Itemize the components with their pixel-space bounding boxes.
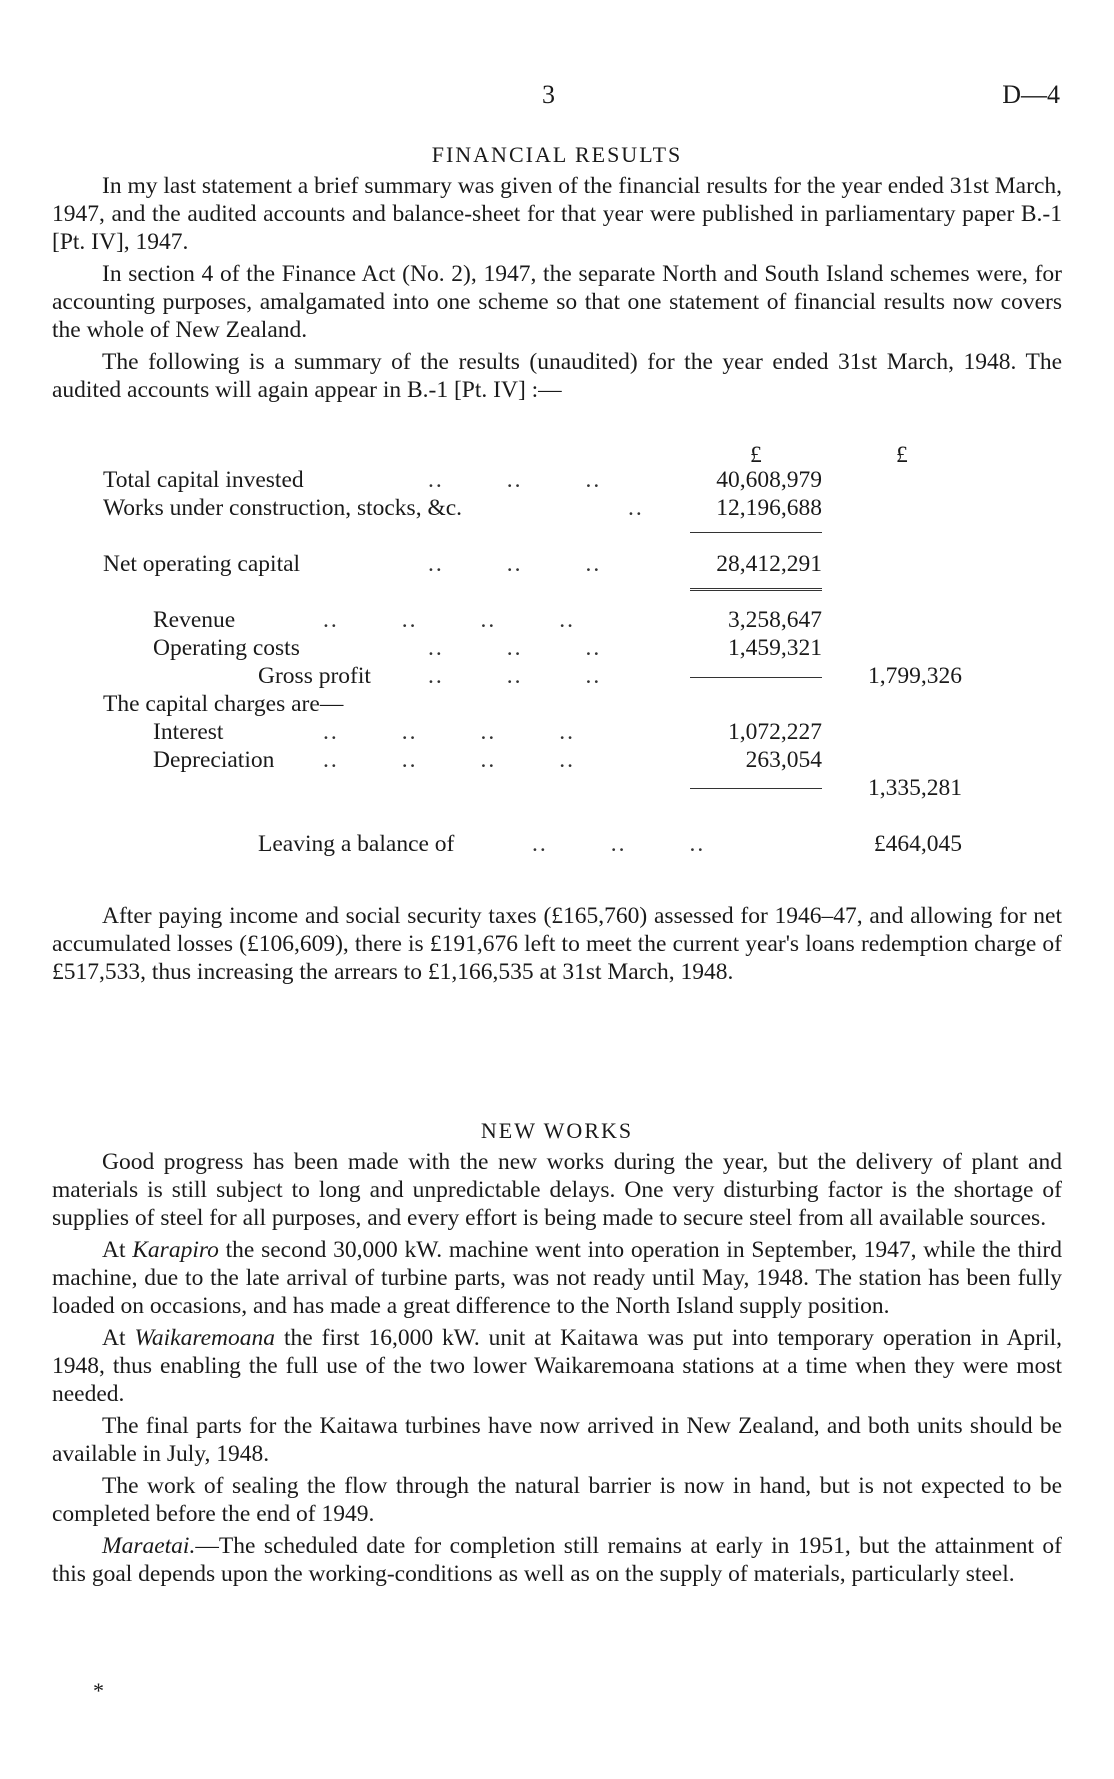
new-works-body bbox=[52, 1148, 1062, 1588]
leader-dots: .. .. .. .. bbox=[323, 719, 575, 745]
value-depreciation: 263,054 bbox=[745, 747, 822, 773]
row-label-balance: Leaving a balance of bbox=[258, 831, 455, 857]
row-label-interest: Interest bbox=[153, 719, 224, 745]
row-label-revenue: Revenue bbox=[153, 607, 236, 633]
row-label-net-operating: Net operating capital bbox=[103, 551, 301, 577]
value-net-operating: 28,412,291 bbox=[716, 551, 822, 577]
row-label-gross-profit: Gross profit bbox=[258, 663, 371, 689]
financial-after-table bbox=[52, 902, 1062, 986]
text: At bbox=[102, 1325, 135, 1351]
paragraph: The following is a summary of the results (unaudited) for the year ended 31st March, 1948. The audited accounts will again appear in B.-1 [Pt. IV] :— bbox=[52, 349, 1062, 403]
value-works: 12,196,688 bbox=[716, 495, 822, 521]
subtotal-rule bbox=[690, 532, 822, 533]
leader-dots: .. .. .. bbox=[428, 635, 602, 661]
leader-dots: .. .. .. bbox=[428, 551, 602, 577]
paragraph: The final parts for the Kaitawa turbines have now arrived in New Zealand, and both units should be available in July, 1948. bbox=[52, 1413, 1062, 1467]
subtotal-rule bbox=[690, 788, 822, 789]
paragraph: In my last statement a brief summary was given of the financial results for the year ended 31st March, 1947, and the audited accounts and balance-sheet for that year were published in parliamentary paper B.-1 [Pt. IV], 1947. bbox=[52, 173, 1062, 255]
leader-dots: .. .. .. .. bbox=[323, 607, 575, 633]
value-interest: 1,072,227 bbox=[728, 719, 822, 745]
leader-dots: .. .. .. .. bbox=[323, 747, 575, 773]
text: the second 30,000 kW. machine went into operation in September, 1947, while the third machine, due to the late arrival of turbine parts, was not ready until May, 1948. The station has been fully loaded on occasions, and has made a great difference to the North Island supply position. bbox=[52, 1237, 1062, 1319]
paragraph: Good progress has been made with the new works during the year, but the delivery of plant and materials is still subject to long and unpredictable delays. One very disturbing factor is the shortage of supplies of steel for all purposes, and every effort is being made to secure steel from all available sources. bbox=[52, 1149, 1062, 1231]
text: At bbox=[102, 1237, 133, 1263]
paragraph: After paying income and social security taxes (£165,760) assessed for 1946–47, and allowing for net accumulated losses (£106,609), there is £191,676 left to meet the current year's loans redemption charge of £517,533, thus increasing the arrears to £1,166,535 at 31st March, 1948. bbox=[52, 903, 1062, 985]
place-name: Karapiro bbox=[132, 1237, 219, 1263]
value-operating-costs: 1,459,321 bbox=[728, 635, 822, 661]
row-label-depreciation: Depreciation bbox=[153, 747, 275, 773]
value-revenue: 3,258,647 bbox=[728, 607, 822, 633]
row-label-operating-costs: Operating costs bbox=[153, 635, 300, 661]
paragraph: In section 4 of the Finance Act (No. 2), 1947, the separate North and South Island schemes were, for accounting purposes, amalgamated into one scheme so that one statement of financial results now covers the whole of New Zealand. bbox=[52, 261, 1062, 343]
paragraph bbox=[52, 1236, 1062, 1320]
financial-results-heading: FINANCIAL RESULTS bbox=[431, 142, 683, 167]
value-balance: £464,045 bbox=[873, 831, 962, 857]
paragraph bbox=[52, 1324, 1062, 1408]
leader-dots: .. bbox=[628, 495, 644, 521]
text: the first 16,000 kW. unit at Kaitawa was put into temporary operation in April, 1948, thus enabling the full use of the two lower Waikaremoana stations at a time when they were most needed. bbox=[52, 1325, 1063, 1407]
currency-header-col2: £ bbox=[896, 442, 908, 468]
subtotal-rule bbox=[690, 677, 822, 678]
place-name: Waikaremoana bbox=[134, 1325, 276, 1351]
leader-dots: .. .. .. bbox=[428, 467, 602, 493]
document-reference: D—4 bbox=[1002, 80, 1060, 109]
currency-header-col1: £ bbox=[750, 442, 762, 468]
leader-dots: .. .. .. bbox=[532, 831, 706, 857]
row-label-capital-charges: The capital charges are— bbox=[103, 691, 344, 717]
value-gross-profit: 1,799,326 bbox=[868, 663, 962, 689]
leader-dots: .. .. .. bbox=[428, 663, 602, 689]
new-works-heading: NEW WORKS bbox=[480, 1118, 634, 1143]
row-label-total-capital: Total capital invested bbox=[103, 467, 304, 493]
value-total-capital: 40,608,979 bbox=[716, 467, 822, 493]
footer-asterisk: * bbox=[93, 1678, 104, 1703]
row-label-works: Works under construction, stocks, &c. bbox=[103, 495, 463, 521]
total-double-rule bbox=[690, 588, 822, 591]
place-name: Maraetai. bbox=[102, 1533, 196, 1559]
text: —The scheduled date for completion still remains at early in 1951, but the attainment of this goal depends upon the working-conditions as well as on the supply of materials, particularly steel. bbox=[52, 1533, 1062, 1587]
paragraph: The work of sealing the flow through the natural barrier is now in hand, but is not expected to be completed before the end of 1949. bbox=[52, 1473, 1062, 1527]
paragraph bbox=[52, 1532, 1062, 1588]
value-capital-charges-total: 1,335,281 bbox=[868, 775, 962, 801]
page-number: 3 bbox=[542, 80, 555, 109]
